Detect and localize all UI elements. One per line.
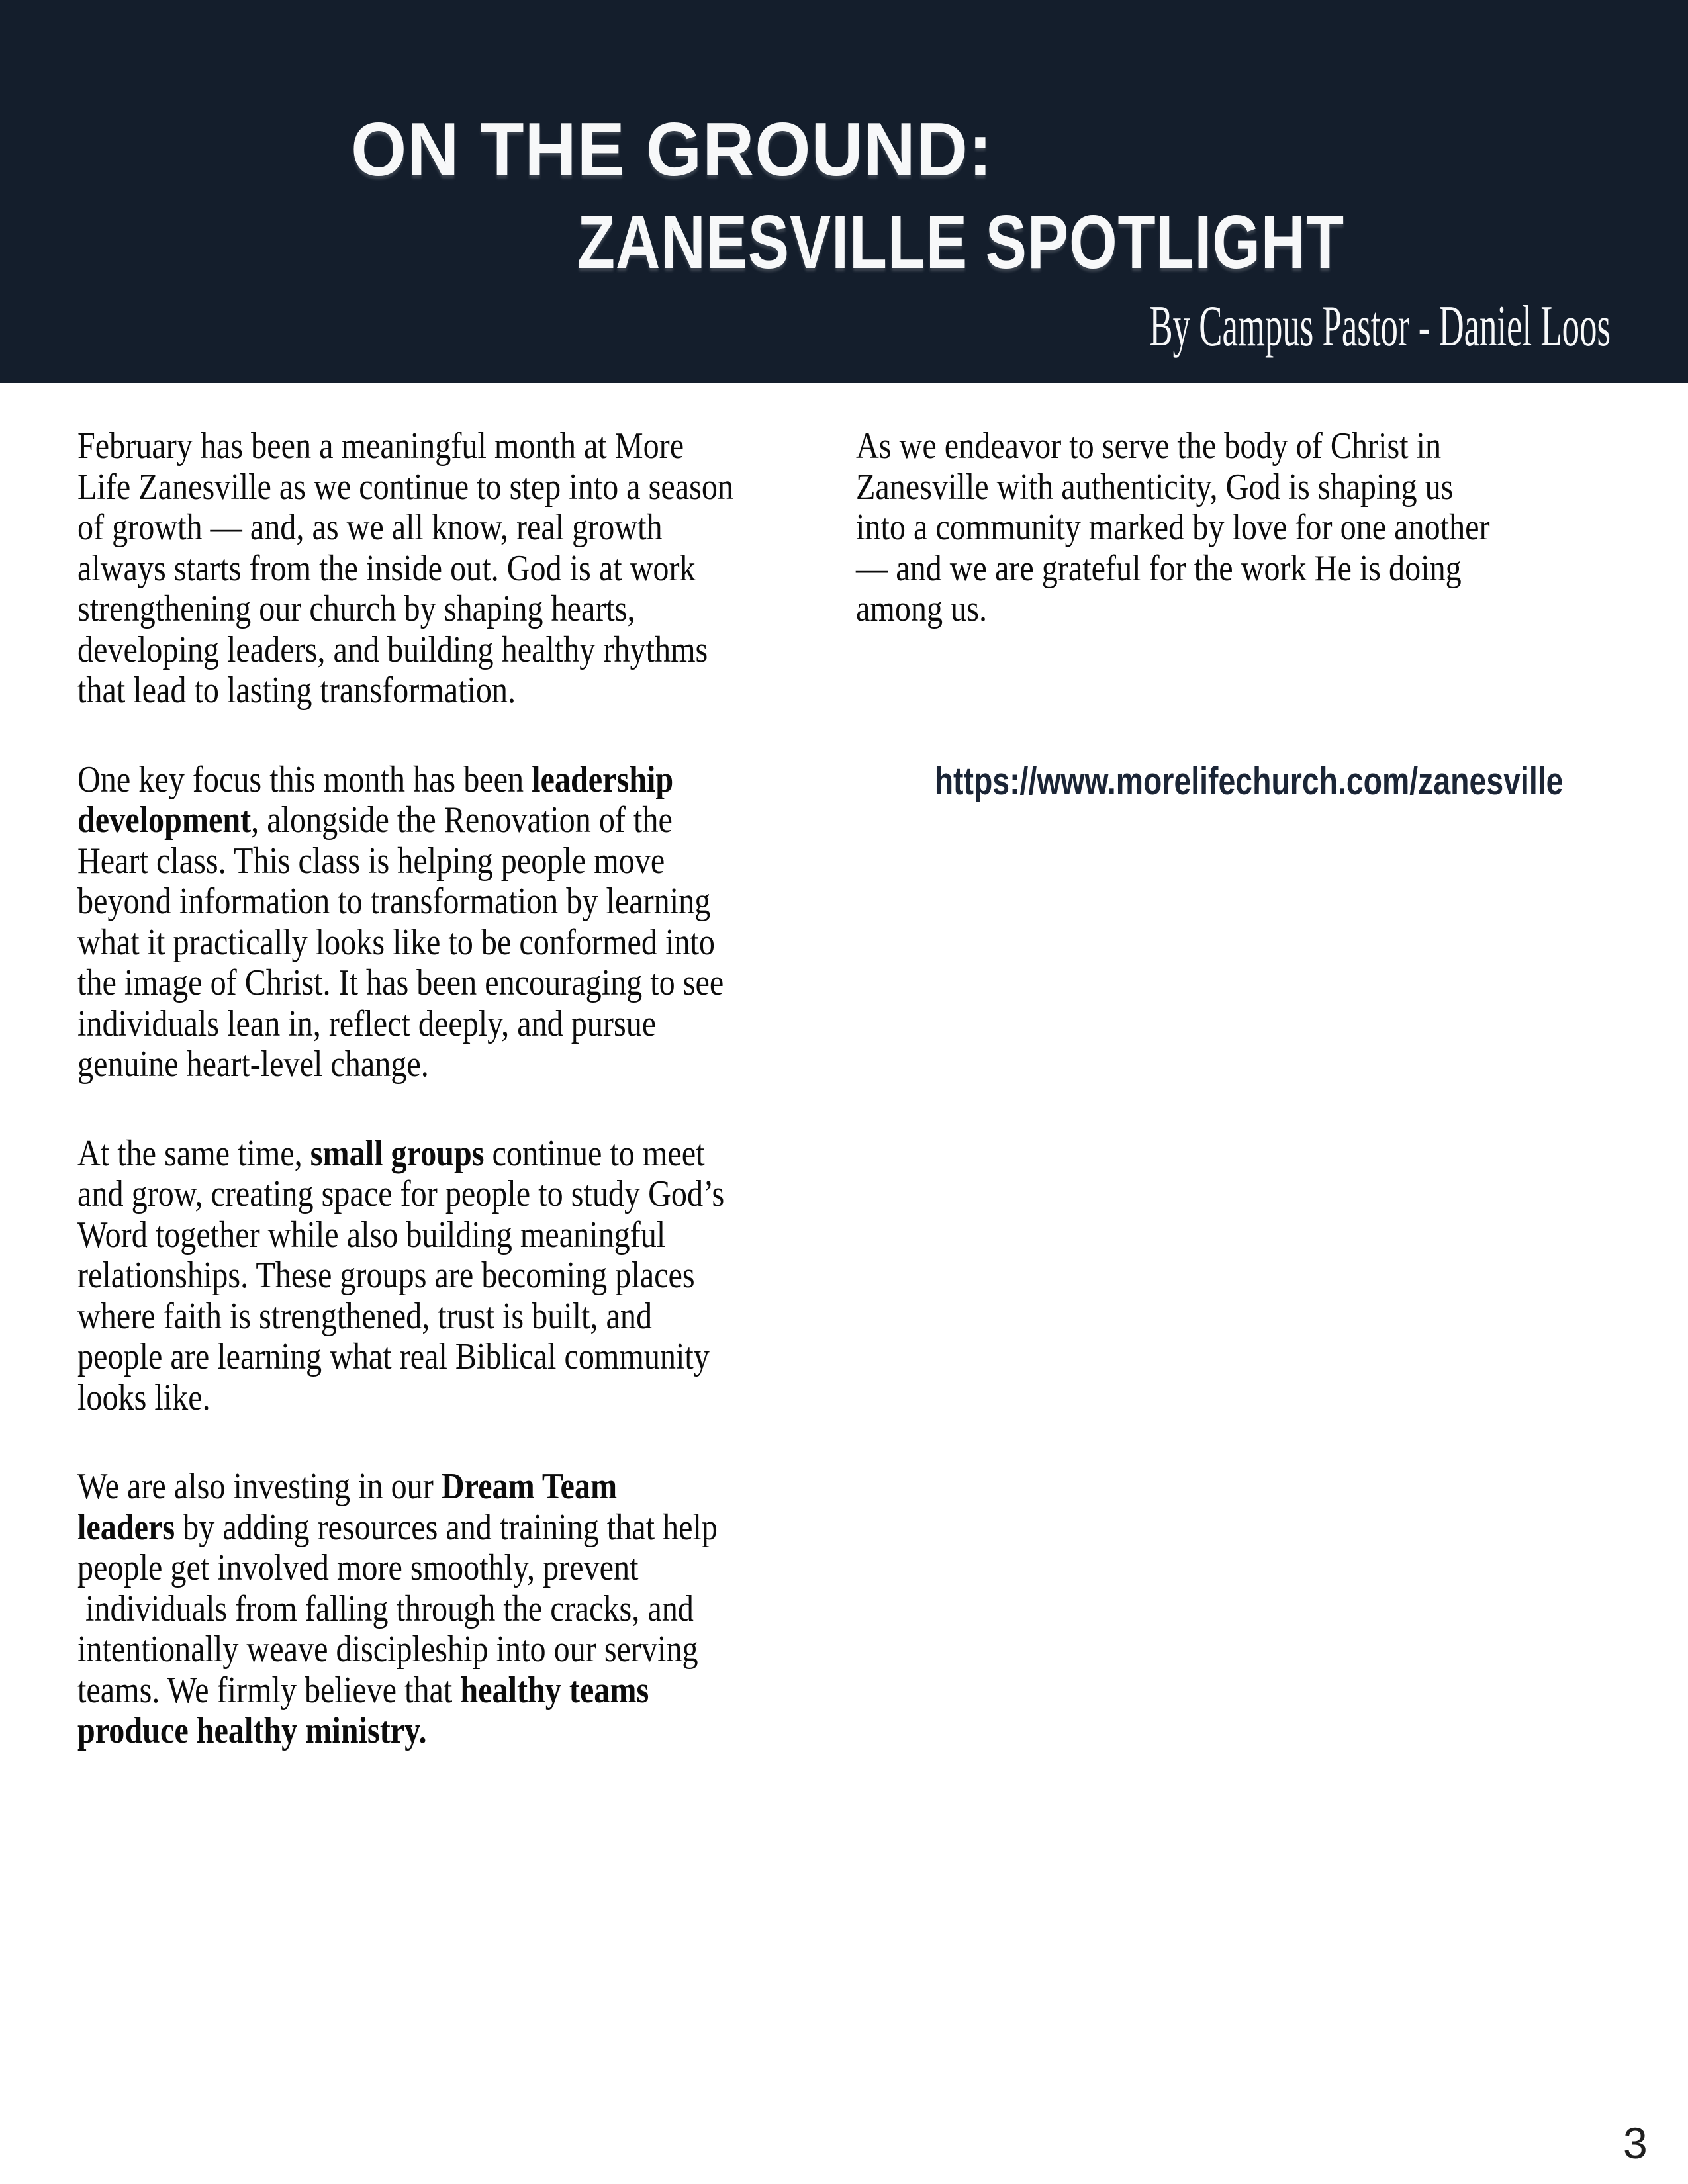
text-line: One key focus this month has been leadership (77, 758, 674, 800)
text-line: February has been a meaningful month at More (77, 426, 684, 467)
text-line: into a community marked by love for one another (856, 507, 1490, 548)
paragraph (77, 1134, 859, 1419)
text-line: At the same time, small groups continue to meet (77, 1132, 705, 1174)
text-line: leaders by adding resources and training that help (77, 1506, 718, 1548)
text-line: of growth — and, as we all know, real growth (77, 507, 663, 548)
text-line: strengthening our church by shaping hearts, (77, 588, 635, 629)
text-line: beyond information to transformation by learning (77, 881, 711, 922)
campus-link[interactable]: https://www.morelifechurch.com/zanesville (934, 759, 1564, 803)
text-line: looks like. (77, 1377, 211, 1418)
text-line: individuals from falling through the cracks, and (77, 1588, 694, 1629)
text-line: development, alongside the Renovation of the (77, 799, 673, 841)
right-column-text (856, 426, 1624, 630)
text-line: Word together while also building meaningful (77, 1214, 666, 1255)
paragraph (77, 1467, 859, 1752)
text-line: Life Zanesville as we continue to step into a season (77, 466, 734, 508)
paragraph (77, 760, 859, 1085)
paragraph (856, 426, 1624, 630)
text-line: that lead to lasting transformation. (77, 670, 516, 711)
page-number: 3 (1623, 2118, 1648, 2167)
text-line: what it practically looks like to be conformed into (77, 921, 715, 963)
text-line: and grow, creating space for people to study God’s (77, 1173, 725, 1214)
text-line: We are also investing in our Dream Team (77, 1466, 618, 1507)
text-line: relationships. These groups are becoming places (77, 1255, 695, 1296)
article-byline: By Campus Pastor - Daniel Loos (1149, 295, 1611, 359)
text-line: among us. (856, 588, 987, 629)
article-header (0, 0, 1688, 383)
article-title-line2: ZANESVILLE SPOTLIGHT (577, 201, 1344, 285)
campus-link-wrapper (856, 759, 1624, 803)
paragraph (77, 426, 859, 711)
right-column (856, 426, 1624, 801)
text-line: where faith is strengthened, trust is built, and (77, 1295, 653, 1337)
text-line: — and we are grateful for the work He is doing (856, 547, 1462, 589)
text-line: Heart class. This class is helping people move (77, 840, 665, 882)
text-line: people are learning what real Biblical community (77, 1336, 710, 1377)
text-line: teams. We firmly believe that healthy teams (77, 1669, 649, 1711)
text-line: genuine heart-level change. (77, 1044, 429, 1085)
text-line: people get involved more smoothly, prevent (77, 1547, 639, 1588)
left-column (77, 426, 859, 1752)
text-line: produce healthy ministry. (77, 1710, 427, 1751)
text-line: As we endeavor to serve the body of Christ in (856, 426, 1442, 467)
text-line: intentionally weave discipleship into our serving (77, 1629, 698, 1670)
text-line: the image of Christ. It has been encouraging to see (77, 962, 724, 1003)
text-line: developing leaders, and building healthy rhythms (77, 629, 708, 670)
text-line: always starts from the inside out. God is at work (77, 547, 696, 589)
text-line: Zanesville with authenticity, God is shaping us (856, 466, 1454, 508)
article-title-line1: ON THE GROUND: (351, 108, 993, 192)
text-line: individuals lean in, reflect deeply, and pursue (77, 1003, 657, 1044)
